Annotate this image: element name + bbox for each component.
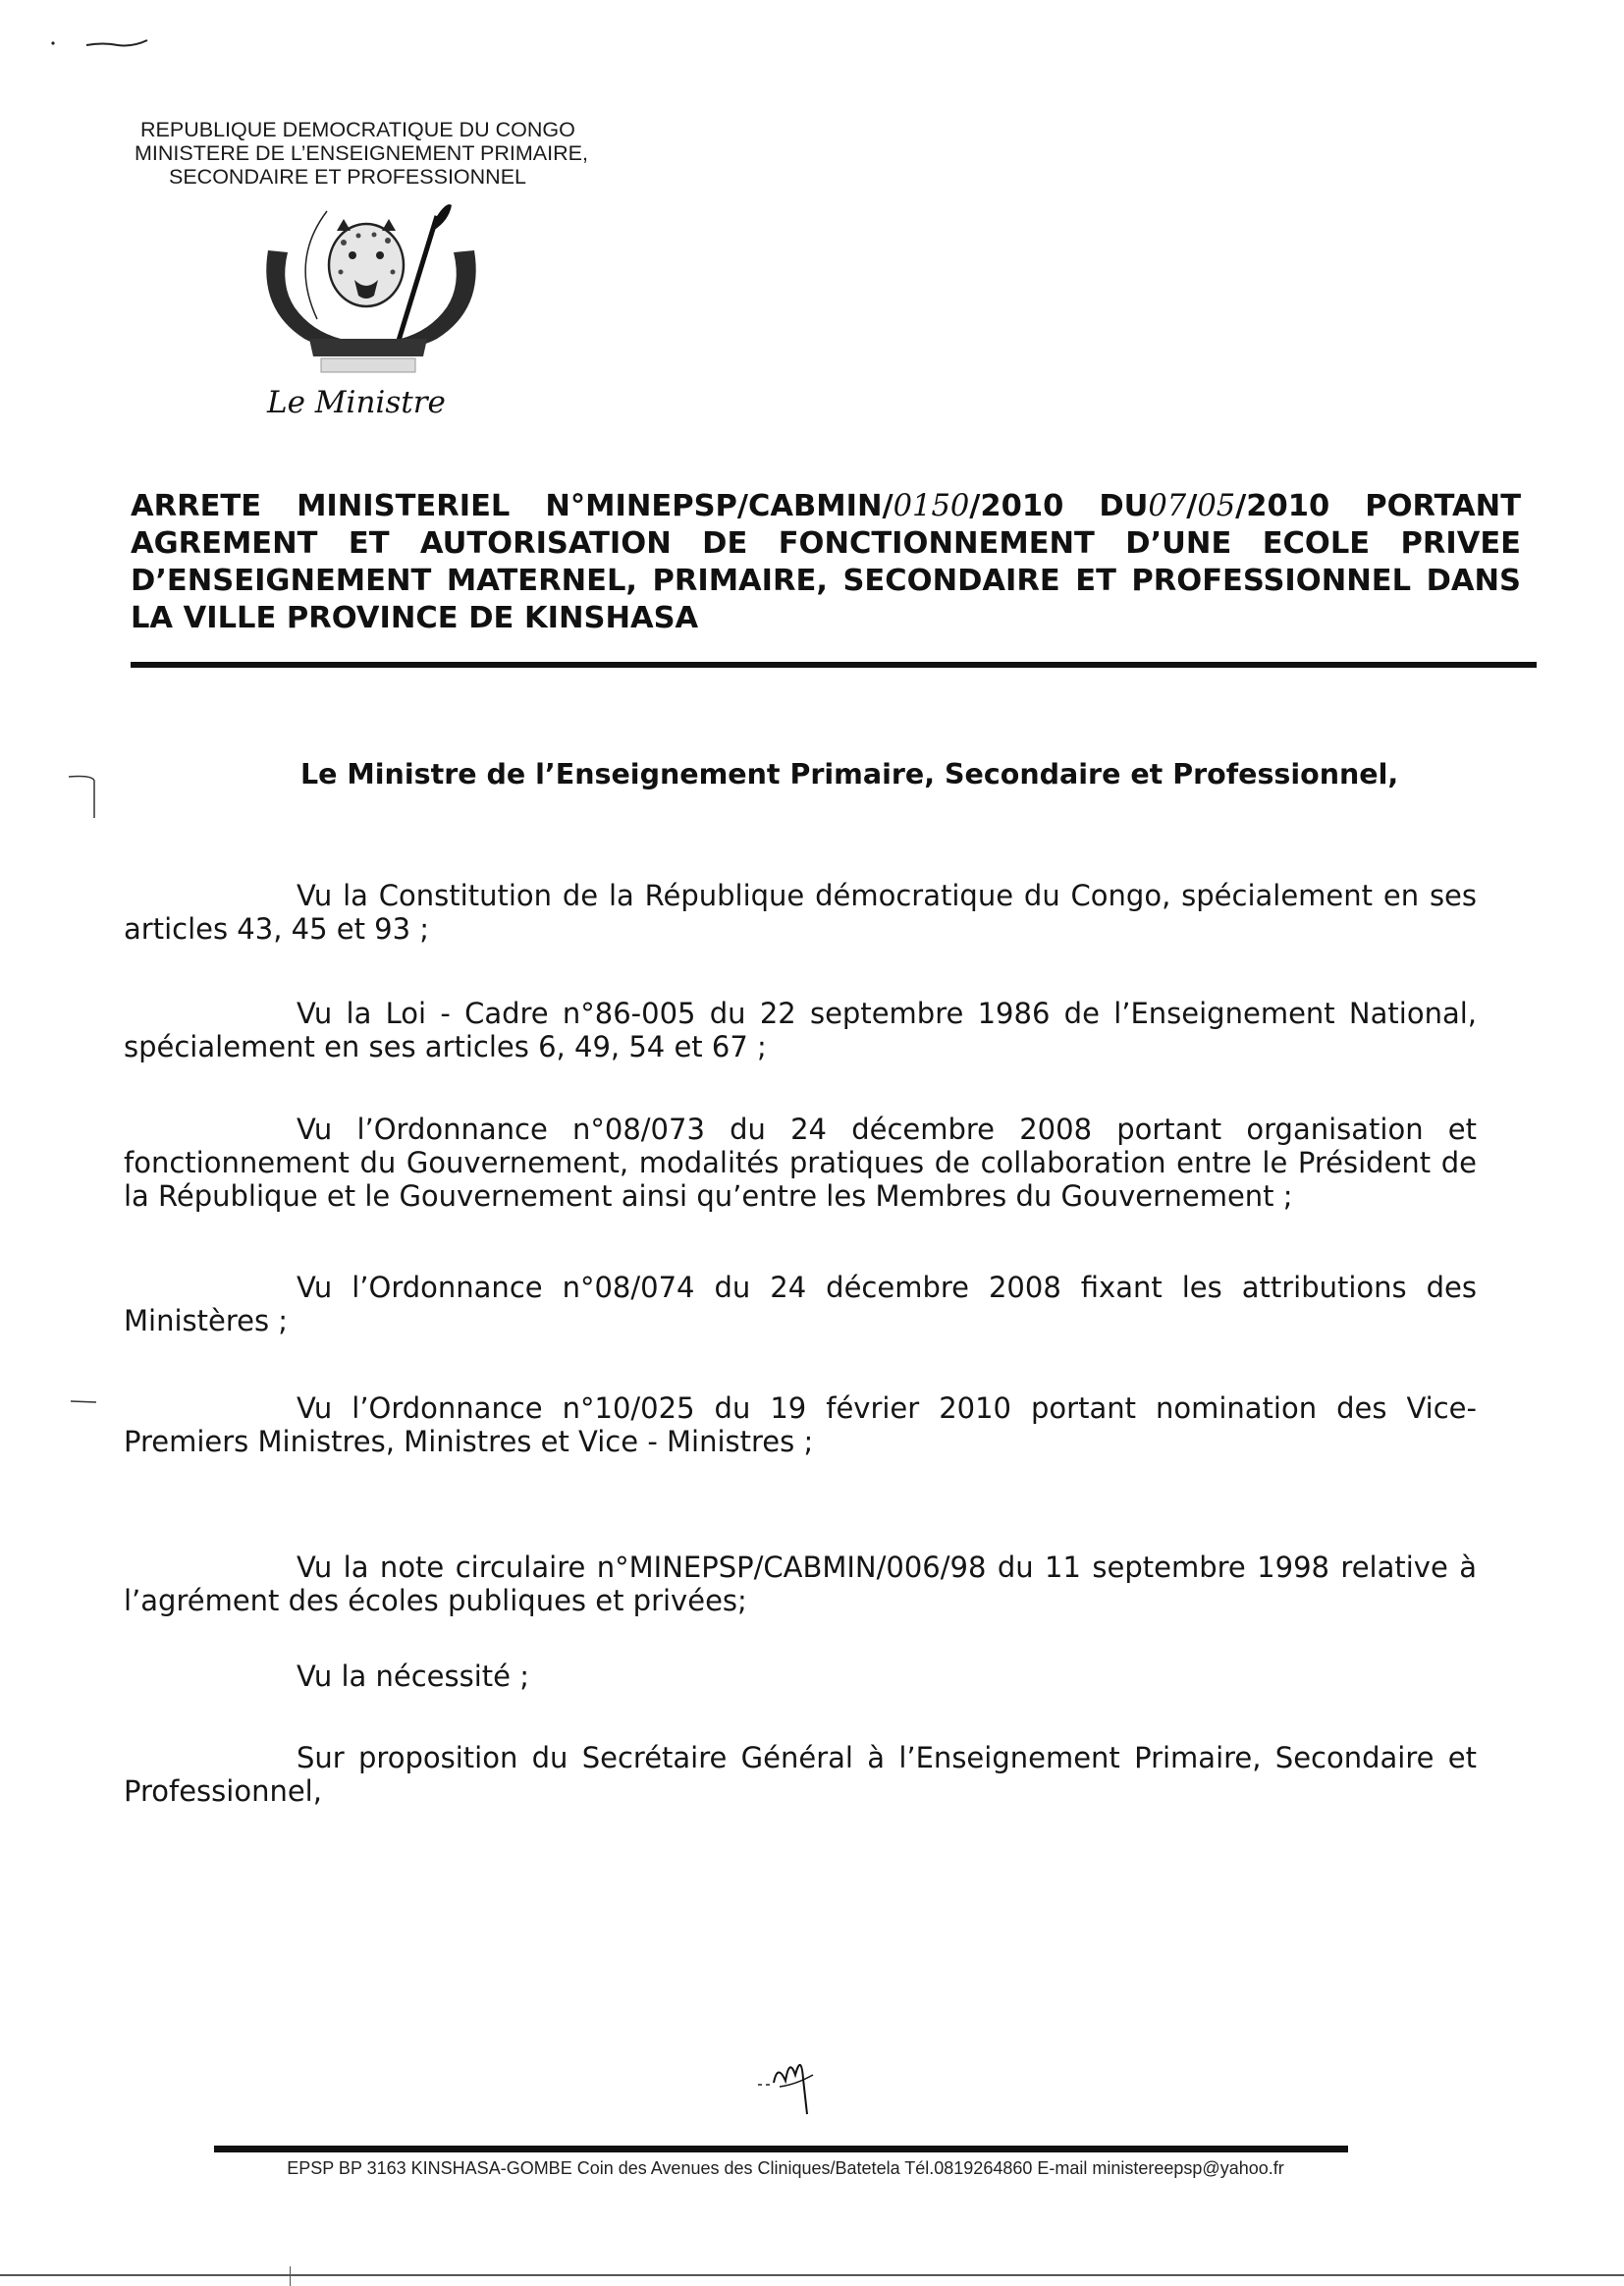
handwritten-month: 05 bbox=[1197, 489, 1236, 523]
handwritten-day: 07 bbox=[1148, 489, 1187, 523]
letterhead-country: REPUBLIQUE DEMOCRATIQUE DU CONGO bbox=[140, 118, 575, 141]
footer-address: EPSP BP 3163 KINSHASA-GOMBE Coin des Avenues des Cliniques/Batetela Tél.0819264860 E-mail ministereepsp@yahoo.fr bbox=[287, 2158, 1284, 2178]
decree-title-line-4: LA VILLE PROVINCE DE KINSHASA bbox=[131, 601, 699, 635]
margin-dash-icon bbox=[69, 1396, 98, 1406]
decree-title bbox=[131, 488, 1521, 637]
leopard-coat-of-arms-icon bbox=[250, 201, 491, 383]
title-divider bbox=[131, 662, 1537, 668]
decree-title-line-2: AGREMENT ET AUTORISATION DE FONCTIONNEMENT D’UNE ECOLE PRIVEE bbox=[131, 526, 1521, 561]
considerant-paragraph: Vu l’Ordonnance n°10/025 du 19 février 2010 portant nomination des Vice-Premiers Ministres, Ministres et Vice - Ministres ; bbox=[124, 1391, 1477, 1458]
page-bottom-edge bbox=[0, 2274, 1624, 2276]
letterhead-ministry: MINISTERE DE L’ENSEIGNEMENT PRIMAIRE, bbox=[135, 141, 588, 165]
footer-divider bbox=[214, 2146, 1348, 2152]
page-bottom-tick bbox=[290, 2266, 291, 2286]
handwritten-decree-number: 0150 bbox=[893, 489, 970, 523]
considerant-paragraph: Vu la Loi - Cadre n°86-005 du 22 septembre 1986 de l’Enseignement National, spécialement en ses articles 6, 49, 54 et 67 ; bbox=[124, 997, 1477, 1063]
decree-title-line-1: ARRETE MINISTERIEL N°MINEPSP/CABMIN/0150/2010 DU07/05/2010 PORTANT bbox=[131, 489, 1521, 523]
letterhead bbox=[128, 118, 677, 189]
considerant-paragraph: Vu l’Ordonnance n°08/074 du 24 décembre 2008 fixant les attributions des Ministères ; bbox=[124, 1271, 1477, 1337]
scan-mark-icon bbox=[49, 29, 157, 54]
handwritten-initials-icon bbox=[756, 2045, 825, 2124]
letterhead-ministry-cont: SECONDAIRE ET PROFESSIONNEL bbox=[169, 165, 526, 189]
considerant-paragraph: Vu la nécessité ; bbox=[297, 1660, 529, 1693]
considerant-paragraph: Sur proposition du Secrétaire Général à l’Enseignement Primaire, Secondaire et Professionnel, bbox=[124, 1741, 1477, 1808]
considerant-paragraph: Vu la note circulaire n°MINEPSP/CABMIN/006/98 du 11 septembre 1998 relative à l’agrément des écoles publiques et privées; bbox=[124, 1551, 1477, 1617]
decree-title-line-3: D’ENSEIGNEMENT MATERNEL, PRIMAIRE, SECONDAIRE ET PROFESSIONNEL DANS bbox=[131, 564, 1521, 598]
considerant-paragraph: Vu la Constitution de la République démocratique du Congo, spécialement en ses articles 43, 45 et 93 ; bbox=[124, 879, 1477, 946]
minister-heading: Le Ministre de l’Enseignement Primaire, Secondaire et Professionnel, bbox=[300, 758, 1399, 790]
minister-script-label: Le Ministre bbox=[267, 385, 446, 420]
margin-bracket-icon bbox=[65, 773, 98, 820]
considerant-paragraph: Vu l’Ordonnance n°08/073 du 24 décembre 2008 portant organisation et fonctionnement du Gouvernement, modalités pratiques de collaboration entre le Président de la République et le Gouvernement ainsi qu’entre les Membres du Gouvernement ; bbox=[124, 1113, 1477, 1213]
